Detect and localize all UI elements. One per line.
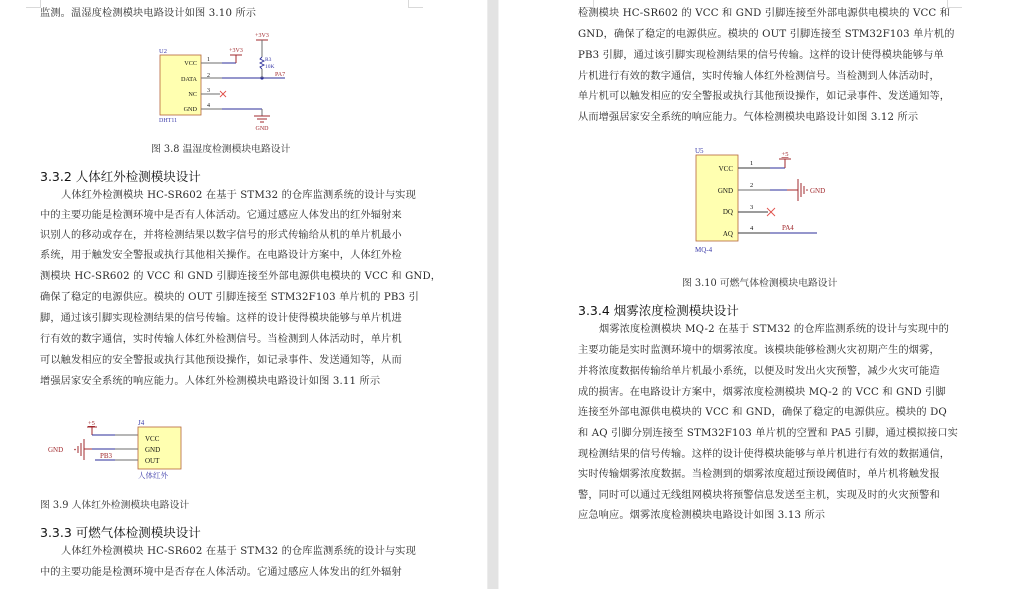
figure-caption: 图 3.10 可燃气体检测模块电路设计 — [682, 278, 838, 289]
paragraph-line: 测模块 HC-SR602 的 VCC 和 GND 引脚连接至外部电源供电模块的 VCC 和 GND， — [40, 271, 442, 282]
gnd-label: GND — [48, 446, 64, 454]
paragraph-line: 识别人的移动或存在，并将检测结果以数字信号的形式传输给从机的单片机最小 — [40, 230, 402, 241]
pin-name: OUT — [145, 457, 160, 465]
pin-number: 4 — [750, 225, 754, 232]
figure-caption: 图 3.8 温湿度检测模块电路设计 — [151, 144, 291, 155]
paragraph-line: 和 AQ 引脚分别连接至 STM32F103 单片机的空置和 PA5 引脚，通过模拟接口实 — [578, 428, 959, 439]
section-heading: 3.3.3 可燃气体检测模块设计 — [40, 525, 201, 540]
paragraph-line: 脚，通过该引脚实现检测结果的信号传输。这样的设计使得模块能够与单片机进 — [40, 313, 402, 324]
pin-name: VCC — [718, 165, 733, 173]
net-label: PA7 — [275, 72, 286, 78]
paragraph-line: PB3 引脚，通过该引脚实现检测结果的信号传输。这样的设计使得模块能够与单 — [578, 50, 944, 61]
paragraph-line: 现检测结果的信号传输。这样的设计使得模块能够与单片机进行有效的数据通信， — [578, 449, 951, 460]
pin-number: 3 — [207, 88, 210, 94]
paragraph-line: 警，同时可以通过无线组网模块将预警信息发送至主机，实现及时的火灾预警和 — [578, 490, 940, 501]
figure-3-9-schematic — [40, 410, 190, 485]
paragraph-line: 系统，用于触发安全警报或执行其他相关操作。在电路设计方案中，人体红外检 — [40, 250, 402, 261]
gnd-label: GND — [255, 126, 269, 132]
paragraph-line: 增强居家安全系统的响应能力。人体红外检测模块电路设计如图 3.11 所示 — [40, 376, 381, 387]
pin-name: VCC — [184, 60, 197, 67]
paragraph-line: 连接至外部电源供电模块的 VCC 和 GND，确保了稳定的电源供应。模块的 DQ — [578, 407, 947, 418]
power-label: +3V3 — [229, 48, 243, 54]
section-heading: 3.3.4 烟雾浓度检测模块设计 — [578, 303, 739, 318]
paragraph-line: 成的损害。在电路设计方案中，烟雾浓度检测模块 MQ-2 的 VCC 和 GND 引脚 — [578, 387, 946, 398]
pin-name: DATA — [180, 76, 197, 83]
paragraph-line: 可以触发相应的安全警报或执行其他预设操作，如记录事件、发送通知等，从而 — [40, 355, 402, 366]
pin-name: GND — [717, 187, 733, 195]
gnd-label: GND — [810, 187, 826, 195]
paragraph-line: 中的主要功能是检测环境中是否有人体活动。它通过感应人体发出的红外辐射来 — [40, 210, 402, 221]
net-label: PA4 — [782, 224, 794, 232]
page-gutter — [487, 0, 499, 589]
pin-name: GND — [145, 446, 161, 454]
section-heading: 3.3.2 人体红外检测模块设计 — [40, 169, 201, 184]
component-ref: U2 — [159, 48, 167, 55]
paragraph-line: 人体红外检测模块 HC-SR602 在基于 STM32 的仓库监测系统的设计与实现 — [61, 546, 416, 557]
resistor-value: 10K — [265, 64, 275, 70]
figure-caption: 图 3.9 人体红外检测模块电路设计 — [40, 500, 190, 511]
paragraph-line: 行有效的数字通信，实时传输人体红外检测信号。当检测到人体活动时，单片机 — [40, 334, 402, 345]
paragraph-line: 从而增强居家安全系统的响应能力。气体检测模块电路设计如图 3.12 所示 — [578, 112, 919, 123]
paragraph-line: GND，确保了稳定的电源供应。模块的 OUT 引脚连接至 STM32F103 单片机的 — [578, 29, 955, 40]
pin-name: NC — [188, 91, 197, 98]
page-corner-mark — [408, 0, 423, 8]
pin-number: 2 — [207, 73, 210, 79]
paragraph-line: 片机进行有效的数字通信，实时传输人体红外检测信号。当检测到人体活动时， — [578, 71, 940, 82]
pin-name: DQ — [722, 208, 733, 216]
figure-3-8-schematic — [150, 30, 300, 135]
pin-number: 4 — [207, 103, 210, 109]
paragraph-line: 中的主要功能是检测环境中是否存在人体活动。它通过感应人体发出的红外辐射 — [40, 567, 402, 578]
pin-name: AQ — [722, 230, 733, 238]
document-page-right — [499, 0, 1024, 589]
component-ref: J4 — [138, 419, 145, 427]
paragraph-line: 人体红外检测模块 HC-SR602 在基于 STM32 的仓库监测系统的设计与实现 — [61, 190, 416, 201]
paragraph-line: 并将浓度数据传输给单片机最小系统，以便及时发出火灾预警，减少火灾可能造 — [578, 366, 940, 377]
pin-number: 3 — [750, 204, 754, 211]
power-label: +5 — [88, 420, 95, 427]
pin-number: 1 — [750, 160, 754, 167]
component-part: 人体红外 — [138, 471, 168, 480]
paragraph-line: 监测。温湿度检测模块电路设计如图 3.10 所示 — [40, 8, 257, 19]
pin-number: 2 — [750, 182, 754, 189]
paragraph-line: 烟雾浓度检测模块 MQ-2 在基于 STM32 的仓库监测系统的设计与实现中的 — [599, 324, 949, 335]
resistor-ref: R3 — [265, 57, 272, 63]
power-label: +3V3 — [255, 33, 269, 39]
paragraph-line: 确保了稳定的电源供应。模块的 OUT 引脚连接至 STM32F103 单片机的 PB3 引 — [40, 292, 419, 303]
power-label: +5 — [781, 151, 789, 158]
pin-name: VCC — [145, 435, 160, 443]
document-page-left — [0, 0, 487, 589]
component-part: DHT11 — [159, 118, 178, 124]
paragraph-line: 检测模块 HC-SR602 的 VCC 和 GND 引脚连接至外部电源供电模块的 VCC 和 — [578, 8, 951, 19]
component-part: MQ-4 — [695, 246, 713, 254]
paragraph-line: 实时传输烟雾浓度数据。当检测到的烟雾浓度超过预设阈值时，单片机将触发报 — [578, 469, 940, 480]
paragraph-line: 主要功能是实时监测环境中的烟雾浓度。该模块能够检测火灾初期产生的烟雾， — [578, 345, 940, 356]
pin-name: GND — [183, 106, 197, 113]
net-label: PB3 — [100, 452, 113, 460]
paragraph-line: 单片机可以触发相应的安全警报或执行其他预设操作，如记录事件、发送通知等， — [578, 91, 951, 102]
pin-number: 1 — [207, 57, 210, 63]
paragraph-line: 应急响应。烟雾浓度检测模块电路设计如图 3.13 所示 — [578, 510, 826, 521]
page-corner-mark — [26, 0, 41, 8]
figure-3-10-schematic — [680, 140, 840, 260]
component-ref: U5 — [695, 147, 704, 155]
